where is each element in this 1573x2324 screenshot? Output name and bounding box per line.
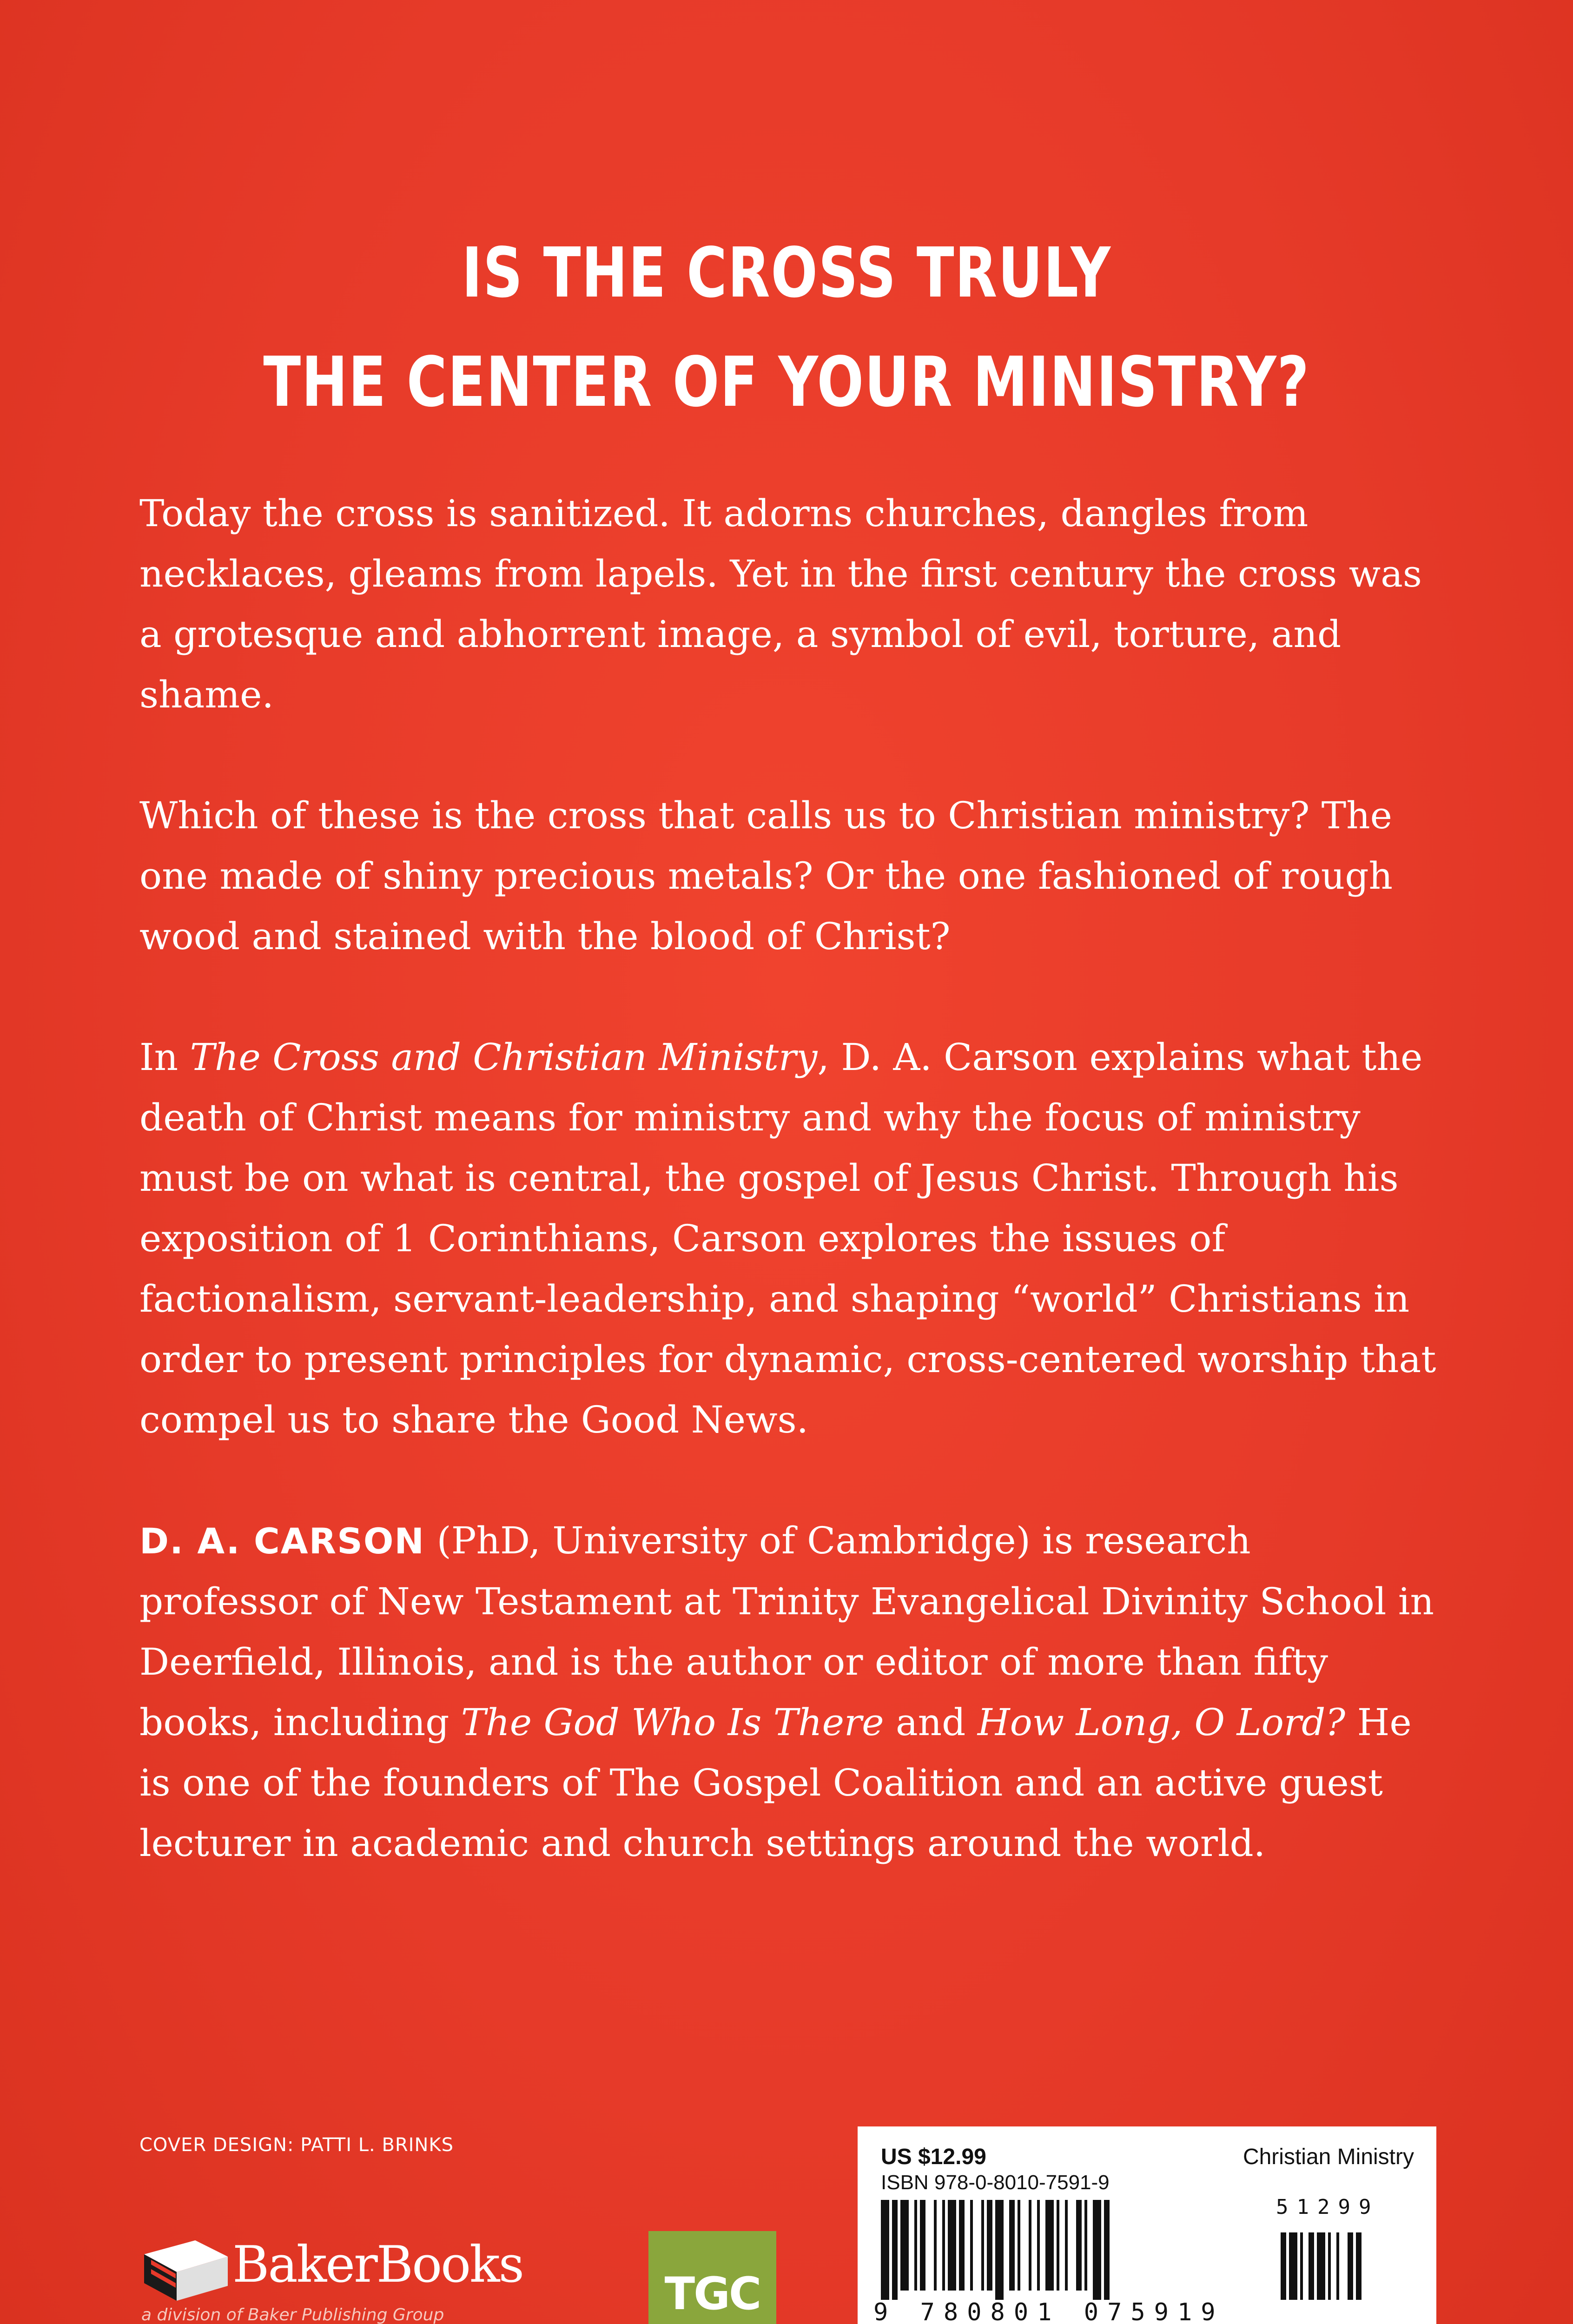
blurb xyxy=(139,483,1436,1874)
publisher-name: BakerBooks xyxy=(232,2236,523,2294)
headline xyxy=(157,218,1415,437)
headline-line-1: IS THE CROSS TRULY xyxy=(462,233,1111,313)
publisher-logo xyxy=(139,2212,595,2324)
bio-book-1: The God Who Is There xyxy=(461,1701,884,1744)
author-bio xyxy=(139,1511,1436,1874)
barcode-digits: 9 780801 075919 xyxy=(873,2298,1224,2324)
book-title: The Cross and Christian Ministry xyxy=(190,1036,818,1079)
p3-lead: In xyxy=(139,1036,190,1079)
baker-books-stacked-book-icon xyxy=(139,2231,232,2305)
price: US $12.99 xyxy=(881,2145,986,2169)
isbn: ISBN 978-0-8010-7591-9 xyxy=(881,2171,1110,2194)
bio-text-2: and xyxy=(884,1701,978,1744)
bio-text-3: He is one of the founders of The Gospel Coalition and an active guest lecturer in academic and church settings around the world. xyxy=(139,1701,1412,1865)
p3-body: , D. A. Carson explains what the death of Christ means for ministry and why the focus of ministry must be on what is central, the gospel of Jesus Christ. Through his exposition of 1 Corinthians, Carson explores the issues of factionalism, servant-leadership, and shaping “world” Christians in order to present principles for dynamic, cross-centered worship that compel us to share the Good News. xyxy=(139,1036,1436,1441)
blurb-paragraph-3 xyxy=(139,1027,1436,1450)
author-name: D. A. CARSON xyxy=(139,1520,425,1562)
barcode-panel xyxy=(858,2126,1436,2324)
blurb-paragraph-2: Which of these is the cross that calls us to Christian ministry? The one made of shiny precious metals? Or the one fashioned of rough wood and stained with the blood of Christ? xyxy=(139,794,1393,958)
tgc-logo: TGC xyxy=(648,2231,776,2324)
bio-text-1: (PhD, University of Cambridge) is research professor of New Testament at Trinity Evangelical Divinity School in Deerfield, Illinois, and is the author or editor of more than fifty books, including xyxy=(139,1519,1434,1744)
bio-book-2: How Long, O Lord? xyxy=(977,1701,1346,1744)
addon-digits: 51299 xyxy=(1276,2195,1380,2219)
publisher-subtitle: a division of Baker Publishing Group xyxy=(141,2305,444,2324)
category: Christian Ministry xyxy=(1243,2145,1414,2169)
cover-design-credit: COVER DESIGN: PATTI L. BRINKS xyxy=(139,2134,454,2156)
blurb-paragraph-1: Today the cross is sanitized. It adorns churches, dangles from necklaces, gleams from lapels. Yet in the first century the cross was a grotesque and abhorrent image, a symbol of evil, torture, and shame. xyxy=(139,492,1422,716)
headline-line-2: THE CENTER OF YOUR MINISTRY? xyxy=(263,342,1310,422)
